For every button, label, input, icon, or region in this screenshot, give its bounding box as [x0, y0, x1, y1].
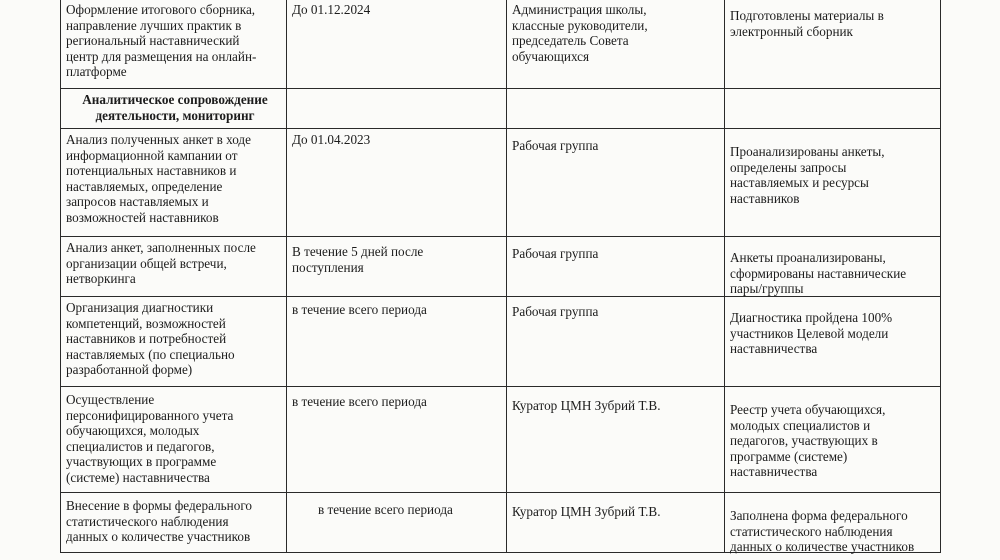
deadline-cell: в течение всего периода: [292, 302, 427, 317]
table-rule: [60, 128, 940, 129]
responsible-cell: Администрация школы, классные руководители, председатель Совета обучающихся: [512, 2, 648, 64]
table-rule: [60, 0, 61, 553]
result-cell: Реестр учета обучающихся, молодых специалистов и педагогов, участвующих в программе (системе) наставничества: [730, 402, 886, 480]
table-rule: [940, 0, 941, 553]
result-cell: Проанализированы анкеты, определены запросы наставляемых и ресурсы наставников: [730, 144, 885, 206]
section-heading: Аналитическое сопровождение деятельности, мониторинг: [82, 92, 268, 123]
table-rule: [60, 88, 940, 89]
result-cell: Диагностика пройдена 100% участников Целевой модели наставничества: [730, 310, 893, 357]
table-rule: [60, 386, 940, 387]
deadline-cell: В течение 5 дней после поступления: [292, 244, 424, 275]
deadline-cell: До 01.04.2023: [292, 132, 371, 147]
task-cell: Анализ полученных анкет в ходе информационной кампании от потенциальных наставников и наставляемых, определение запросов наставляемых и возможностей наставников: [66, 132, 251, 225]
responsible-cell: Куратор ЦМН Зубрий Т.В.: [512, 504, 661, 519]
deadline-cell: До 01.12.2024: [292, 2, 371, 17]
task-cell: Внесение в формы федерального статистического наблюдения данных о количестве участников: [66, 498, 252, 545]
task-cell: Оформление итогового сборника, направление лучших практик в региональный наставнический центр для размещения на онлайн- платформе: [66, 2, 257, 80]
result-cell: Заполнена форма федерального статистического наблюдения данных о количестве участников: [730, 508, 915, 555]
table-rule: [506, 0, 507, 553]
task-cell: Организация диагностики компетенций, возможностей наставников и потребностей наставляемых (по специально разработанной форме): [66, 300, 235, 378]
task-cell: Осуществление персонифицированного учета обучающихся, молодых специалистов и педагогов, участвующих в программе (системе) наставничества: [66, 392, 234, 485]
responsible-cell: Рабочая группа: [512, 246, 599, 261]
result-cell: Подготовлены материалы в электронный сборник: [730, 8, 884, 39]
result-cell: Анкеты проанализированы, сформированы наставнические пары/группы: [730, 250, 907, 297]
deadline-cell: в течение всего периода: [318, 502, 453, 517]
table-rule: [60, 492, 940, 493]
responsible-cell: Рабочая группа: [512, 138, 599, 153]
task-cell: Анализ анкет, заполненных после организации общей встречи, нетворкинга: [66, 240, 256, 287]
table-rule: [60, 236, 940, 237]
deadline-cell: в течение всего периода: [292, 394, 427, 409]
table-rule: [286, 0, 287, 553]
table-rule: [724, 0, 725, 553]
responsible-cell: Рабочая группа: [512, 304, 599, 319]
responsible-cell: Куратор ЦМН Зубрий Т.В.: [512, 398, 661, 413]
